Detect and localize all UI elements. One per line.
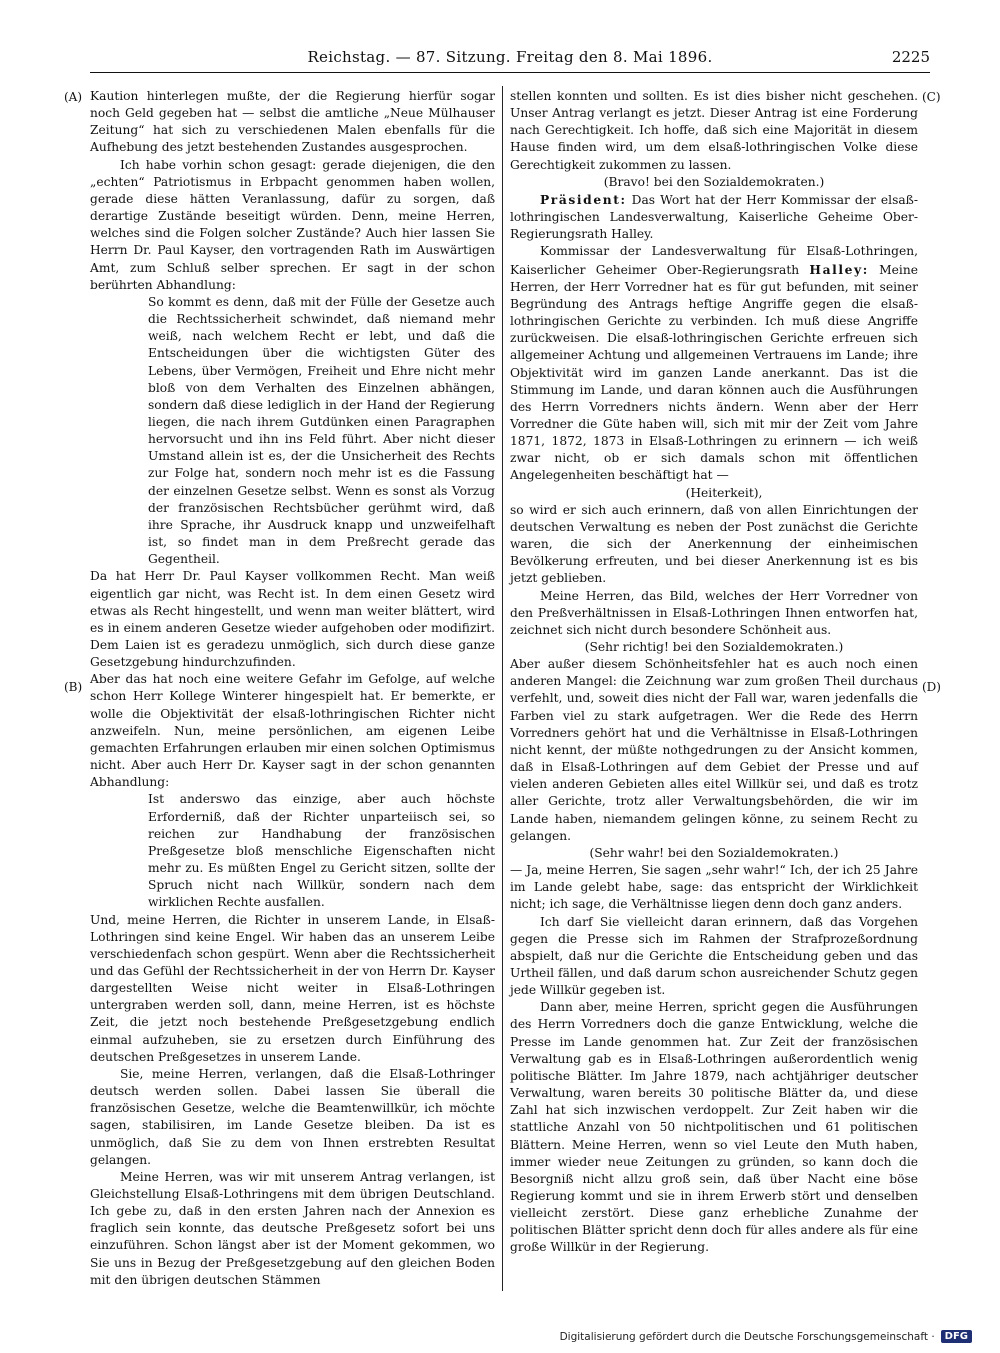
speaker-paragraph — [510, 191, 918, 243]
paragraph: Meine Herren, das Bild, welches der Herr Vorredner von den Preßverhältnissen in Elsaß-Lothringen Ihnen entworfen hat, zeichnet sich nicht durch besondere Schönheit aus. — [510, 588, 918, 637]
paragraph: Und, meine Herren, die Richter in unserem Lande, in Elsaß-Lothringen sind keine Engel. Wir haben das an unserem Leibe verschiedenfach schon gespürt. Wenn aber die Rechtssicherheit und das Gefühl der Rechtssicherheit in der von Herrn Dr. Kayser dargestellten Weise nicht weiter in Elsaß-Lothringen untergraben werden soll, dann, meine Herren, ist es höchste Zeit, die jetzt noch bestehende Preßgesetzgebung endlich einmal aufzuheben, sie zu ersetzen durch Einführung des deutschen Preßgesetzes in unserem Lande. — [90, 912, 495, 1064]
speaker-paragraph — [510, 243, 918, 484]
speaker-intro: Kommissar der Landesverwaltung für Elsaß-Lothringen, Kaiserlicher Geheimer Ober-Regierungsrath — [510, 244, 918, 277]
speech-text: Meine Herren, der Herr Vorredner hat es für gut befunden, mit seiner Begründung des Antrags heftige Angriffe gegen die elsaß-lothringischen Gerichte zu verbinden. Ich muß diese Angriffe zurückweisen. Die elsaß-lothringischen Gerichte erfreuen sich allgemeiner Achtung und allgemeinen Vertrauens im Lande; ihre Objektivität wird im ganzen Lande anerkannt. Das ist die Stimmung im Lande, und daran können auch die Ausführungen des Herrn Vorredners nichts ändern. Wenn aber der Herr Vorredner die Güte haben will, sich mit mir der Zeit vom Jahre 1871, 1872, 1873 in Elsaß-Lothringen zu erinnern — ich weiß zwar nicht, ob er sich damals schon mit öffentlichen Angelegenheiten beschäftigt hat — — [510, 262, 918, 483]
speech-text: Das Wort hat der Herr Kommissar der elsaß-lothringischen Landesverwaltung, Kaiserliche Geheime Ober-Regierungsrath Halley. — [510, 192, 918, 242]
paragraph: Meine Herren, was wir mit unserem Antrag verlangen, ist Gleichstellung Elsaß-Lothringens mit dem übrigen Deutschland. Ich gebe zu, daß in den ersten Jahren nach der Annexion es fraglich sein konnte, das deutsche Preßgesetz sofort bei uns einzuführen. Schon längst aber ist der Moment gekommen, wo Sie uns in Bezug der Preßgesetzgebung auf den gleichen Boden mit den übrigen deutschen Stämmen — [90, 1169, 495, 1287]
right-column — [510, 88, 918, 1257]
margin-mark-b: (B) — [64, 680, 83, 694]
paragraph: Ich darf Sie vielleicht daran erinnern, daß das Vorgehen gegen die Presse sich im Rahmen der Strafprozeßordnung abspielt, daß nur die Gerichte die Entscheidung geben und das Urtheil fällen, und daß darum schon ausreichender Schutz gegen jede Willkür gegeben ist. — [510, 914, 918, 998]
digitization-credit — [560, 1330, 972, 1343]
paragraph: Aber das hat noch eine weitere Gefahr im Gefolge, auf welche schon Herr Kollege Winterer hingespielt hat. Er bemerkte, er wolle die Objektivität der elsaß-lothringischen Richter nicht anzweifeln. Nun, meine persönlichen, am eigenen Leibe gemachten Erfahrungen erlauben mir einen solchen Optimismus nicht. Aber auch Herr Dr. Kayser sagt in der schon genannten Abhandlung: — [90, 672, 495, 790]
interjection: (Sehr wahr! bei den Sozialdemokraten.) — [589, 845, 839, 860]
column-divider — [502, 86, 503, 1291]
block-quote: Ist anderswo das einzige, aber auch höchste Erforderniß, daß der Richter unparteiisch sei, so reichen zur Handhabung der französischen Preßgesetze bloß menschliche Eigenschaften nicht mehr zu. Es müßten Engel zu Gericht sitzen, sollte der Spruch nicht nach Willkür, sondern nach dem wirklichen Rechte ausfallen. — [148, 792, 495, 910]
paragraph: — Ja, meine Herren, Sie sagen „sehr wahr!“ Ich, der ich 25 Jahre im Lande gelebt habe, sage: das entspricht der Wirklichkeit nicht; ich sage, die Verhältnisse liegen denn doch ganz anders. — [510, 863, 918, 912]
left-column — [90, 88, 495, 1289]
margin-mark-d: (D) — [922, 680, 941, 694]
paragraph: Aber außer diesem Schönheitsfehler hat es auch noch einen anderen Mangel: die Zeichnung war zum großen Theil durchaus verfehlt, und, soweit dies nicht der Fall war, waren jedenfalls die Farben viel zu stark aufgetragen. Wer die Rede des Herrn Vorredners gehört hat und die Verhältnisse in Elsaß-Lothringen nicht kennt, der müßte nothgedrungen zu der Ansicht kommen, daß in Elsaß-Lothringen auf dem Gebiet der Presse und auf vielen anderen Gebieten alles eitel Willkür sei, und daß es trotz aller Gerichte, trotz aller Verwaltungsbehörden, die wir im Lande haben, niemandem gelingen könne, zu seinem Recht zu gelangen. — [510, 657, 918, 843]
paragraph: Ich habe vorhin schon gesagt: gerade diejenigen, die den „echten“ Patriotismus in Erbpacht genommen haben wollen, gerade diese hätten Veranlassung, dafür zu sorgen, daß derartige Zustände beseitigt würden. Denn, meine Herren, welches sind die Folgen solcher Zustände? Auch hier lassen Sie Herrn Dr. Paul Kayser, den vortragenden Rath im Auswärtigen Amt, zum Schluß selber sprechen. Er sagt in der schon berührten Abhandlung: — [90, 157, 495, 292]
interjection: (Bravo! bei den Sozialdemokraten.) — [603, 174, 825, 189]
interjection: (Heiterkeit), — [685, 485, 763, 500]
paragraph: stellen konnten und sollten. Es ist dies bisher nicht geschehen. Unser Antrag verlangt es jetzt. Dieser Antrag ist eine Forderung nach Gerechtigkeit. Ich hoffe, daß sich eine Majorität in diesem Hause finden wird, um dem elsaß-lothringischen Volke diese Gerechtigkeit zukommen zu lassen. — [510, 89, 918, 172]
dfg-logo: DFG — [941, 1330, 972, 1343]
speaker-name: Präsident: — [540, 191, 627, 207]
page-number: 2225 — [891, 48, 930, 66]
margin-mark-a: (A) — [64, 90, 83, 104]
margin-mark-c: (C) — [922, 90, 941, 104]
paragraph: Dann aber, meine Herren, spricht gegen die Ausführungen des Herrn Vorredners doch die ganze Entwicklung, welche die Presse im Lande genommen hat. Zur Zeit der französischen Verwaltung gab es in Elsaß-Lothringen außerordentlich wenig politische Blätter. Im Jahre 1879, nach achtjähriger deutscher Verwaltung, waren bereits 30 politische Blätter da, und diese Zahl hat sich inzwischen verdoppelt. Zur Zeit haben wir die stattliche Anzahl von 50 nichtpolitischen und 61 politischen Blättern. Meine Herren, wenn so viel Leute den Muth haben, immer wieder neue Zeitungen zu gründen, so kann doch die Besorgniß nicht allzu groß sein, daß über Nacht eine böse Regierung kommt und sie in ihrem Erwerb stört und denselben vielleicht zerstört. Diese ganz erhebliche Zunahme der politischen Blätter spricht denn doch für alles andere als für eine große Willkür in der Regierung. — [510, 1000, 918, 1255]
page-header — [90, 46, 930, 73]
credit-text: Digitalisierung gefördert durch die Deutsche Forschungsgemeinschaft · — [559, 1330, 935, 1343]
interjection: (Sehr richtig! bei den Sozialdemokraten.) — [584, 640, 844, 654]
paragraph: Da hat Herr Dr. Paul Kayser vollkommen Recht. Man weiß eigentlich gar nicht, was Recht ist. In dem einen Gesetz wird etwas als Recht hingestellt, und wenn man weiter blättert, wird es in einem anderen Gesetze wieder aufgehoben oder modifizirt. Dem Laien ist es geradezu unmöglich, sich durch diese ganze Gesetzgebung hindurchzufinden. — [90, 569, 495, 670]
paragraph: Kaution hinterlegen mußte, der die Regierung hierfür sogar noch Geld gegeben hat — selbst die amtliche „Neue Mülhauser Zeitung“ hat sich zu verschiedenen Malen ebenfalls für die Aufhebung des jetzt bestehenden Zustandes ausgesprochen. — [90, 89, 495, 155]
paragraph: so wird er sich auch erinnern, daß von allen Einrichtungen der deutschen Verwaltung es neben der Post zunächst die Gerichte waren, die sich der Anerkennung der einheimischen Bevölkerung erfreuten, und bei dieser Anerkennung ist es bis jetzt geblieben. — [510, 502, 918, 586]
paragraph: Sie, meine Herren, verlangen, daß die Elsaß-Lothringer deutsch werden sollen. Dabei lassen Sie überall die französischen Gesetze, welche die Beamtenwillkür, ich möchte sagen, stabilisiren, im Lande Gesetze bleiben. Da ist es unmöglich, daß Sie zu dem von Ihnen erstrebten Resultat gelangen. — [90, 1066, 495, 1167]
block-quote: So kommt es denn, daß mit der Fülle der Gesetze auch die Rechtssicherheit schwindet, daß niemand mehr weiß, nach welchem Recht er lebt, und daß die Entscheidungen über die wichtigsten Güter des Lebens, über Vermögen, Freiheit und Ehre nicht mehr bloß von dem Verhalten des Einzelnen abhängen, sondern daß diese lediglich in der Hand der Regierung liegen, die nach ihrem Gutdünken einen Paragraphen hervorsucht und ihn ins Feld führt. Aber nicht dieser Umstand allein ist es, der die Unsicherheit des Rechts zur Folge hat, sondern noch mehr ist es die Fassung der einzelnen Gesetze selbst. Wenn es sonst als Vorzug der französischen Rechtsbücher gerühmt wird, daß ihre Sprache, ihr Ausdruck knapp und unzweifelhaft ist, so findet man in dem Preßrecht gerade das Gegentheil. — [148, 294, 495, 567]
running-title: Reichstag. — 87. Sitzung. Freitag den 8. Mai 1896. — [307, 48, 713, 66]
speaker-name: Halley: — [809, 261, 869, 277]
